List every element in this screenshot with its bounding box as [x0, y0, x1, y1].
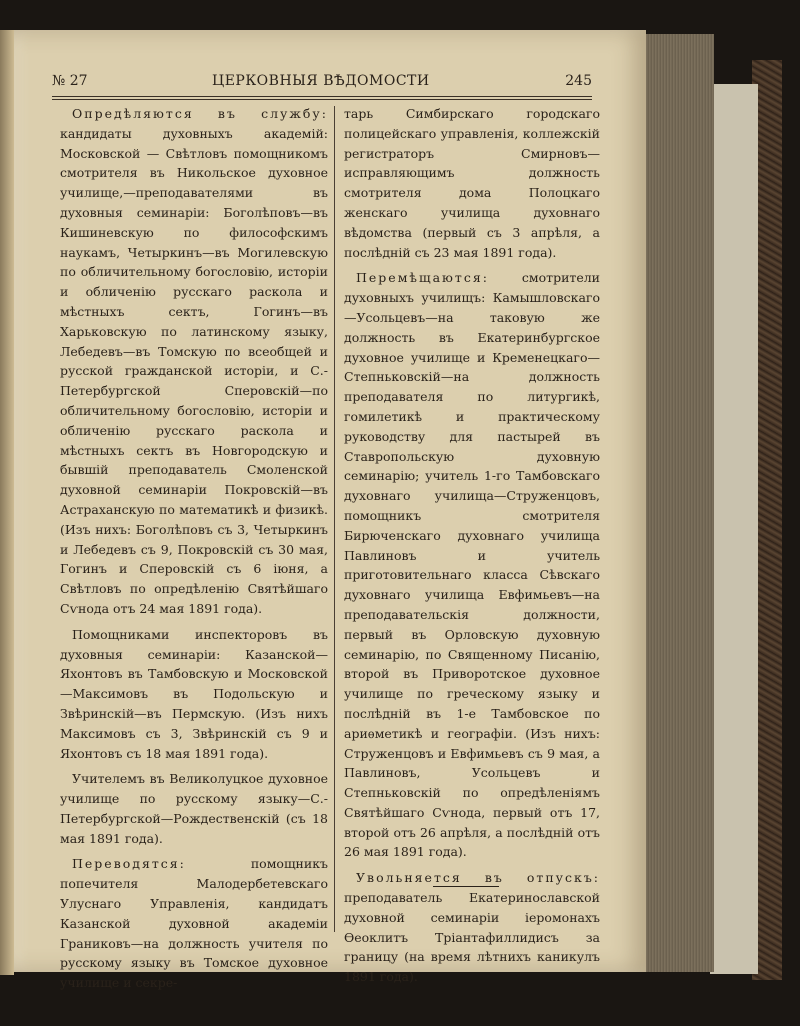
paragraph-appointments — [60, 104, 328, 619]
paragraph-lead: Увольняется въ отпускъ: — [356, 870, 600, 886]
end-rule — [433, 886, 499, 887]
right-column — [344, 104, 600, 993]
paragraph-text: Учителемъ въ Великолуцкое духовное училище по русскому языку—С.-Петербургской—Рождественскій (съ 18 мая 1891 года). — [60, 771, 328, 846]
paragraph-lead: Опредѣляются въ службу: — [72, 106, 328, 121]
paragraph-text: кандидаты духовныхъ академій: Московской — Свѣтловъ помощникомъ смотрителя въ Никольское духовное училище,—преподавателями въ духовныя семинаріи: Боголѣповъ—въ Кишиневскую по философскимъ наукамъ, Четыркинъ—въ Могилевскую по обличительному богословію, исторіи и обличенію русскаго раскола и мѣстныхъ сектъ, Гогинъ—въ Харьковскую по латинскому языку, Лебедевъ—въ Томскую по всеобщей и русской гражданской исторіи, и С.-Петербургской Сперовскій—по обличительному богословію, исторіи и обличенію русскаго раскола и мѣстныхъ сектъ въ Новгородскую и бывшій преподаватель Смоленской духовной семинаріи Покровскій—въ Астраханскую по математикѣ и физикѣ. (Изъ нихъ: Боголѣповъ съ 3, Четыркинъ и Лебедевъ съ 9, Покровскій съ 30 мая, Гогинъ и Сперовскій съ 6 іюня, а Свѣтловъ по опредѣленію Святѣйшаго Сѵнода отъ 24 мая 1891 года). — [60, 125, 328, 616]
issue-number: № 27 — [52, 73, 88, 89]
paragraph-transfers-continued — [344, 104, 600, 262]
paragraph-teacher — [60, 769, 328, 848]
page-stack-edge — [640, 34, 714, 972]
paragraph-inspector-assistants — [60, 625, 328, 764]
paragraph-relocations — [344, 268, 600, 862]
header-rule — [52, 96, 592, 100]
paragraph-text: тарь Симбирскаго городскаго полицейскаго управленія, коллежскій регистраторъ Смирновъ—исправляющимъ должность смотрителя дома Полоцкаго женскаго училища духовнаго вѣдомства (первый съ 3 апрѣля, а послѣдній съ 23 мая 1891 года). — [344, 106, 600, 260]
left-column — [60, 104, 328, 999]
paragraph-lead: Перемѣщаются: — [356, 270, 489, 286]
journal-title: ЦЕРКОВНЫЯ ВѢДОМОСТИ — [212, 73, 430, 89]
paragraph-text: помощникъ попечителя Малодербетевскаго Улуснаго Управленія, кандидатъ Казанской духовной академіи Граниковъ—на должность учителя по русскому языку въ Томское духовное училище и секре- — [60, 856, 328, 991]
paragraph-text: смотрители духовныхъ училищъ: Камышловскаго—Усольцевъ—на таковую же должность въ Екатеринбургское духовное училище и Кременецкаго—Степньковскій—на должность преподавателя по литургикѣ, гомилетикѣ и практическому руководству для пастырей въ Ставропольскую духовную семинарію; учитель 1-го Тамбовскаго духовнаго училища—Струженцовъ, помощникъ смотрителя Бирюченскаго духовнаго училища Павлиновъ и учитель приготовительнаго класса Сѣвскаго духовнаго училища Евфимьевъ—на преподавательскія должности, первый въ Орловскую духовную семинарію, по Священному Писанію, второй въ Приворотское духовное училище по греческому языку и послѣдній въ 1-е Тамбовское по ариѳметикѣ и географіи. (Изъ нихъ: Струженцовъ и Евфимьевъ съ 9 мая, а Павлиновъ, Усольцевъ и Степньковскій по опредѣленіямъ Святѣйшаго Сѵнода, первый отъ 17, второй отъ 26 апрѣля, а послѣдній отъ 26 мая 1891 года). — [344, 270, 600, 860]
column-divider — [334, 106, 335, 932]
running-header — [52, 73, 592, 95]
facing-page-edge — [0, 30, 14, 975]
paragraph-lead: Переводятся: — [72, 856, 186, 872]
page-number: 245 — [565, 73, 592, 89]
paragraph-text: преподаватель Екатеринославской духовной семинаріи іеромонахъ Ѳеоклитъ Тріантафиллидисъ за границу (на время лѣтнихъ каникулъ 1891 года). — [344, 890, 600, 985]
paragraph-transfers — [60, 854, 328, 993]
back-page-edge — [710, 84, 758, 974]
paragraph-text: Помощниками инспекторовъ въ духовныя семинаріи: Казанской—Яхонтовъ въ Тамбовскую и Московской—Максимовъ въ Подольскую и Звѣринскій—въ Пермскую. (Изъ нихъ Максимовъ съ 3, Звѣринскій съ 9 и Яхонтовъ съ 18 мая 1891 года). — [60, 626, 328, 761]
